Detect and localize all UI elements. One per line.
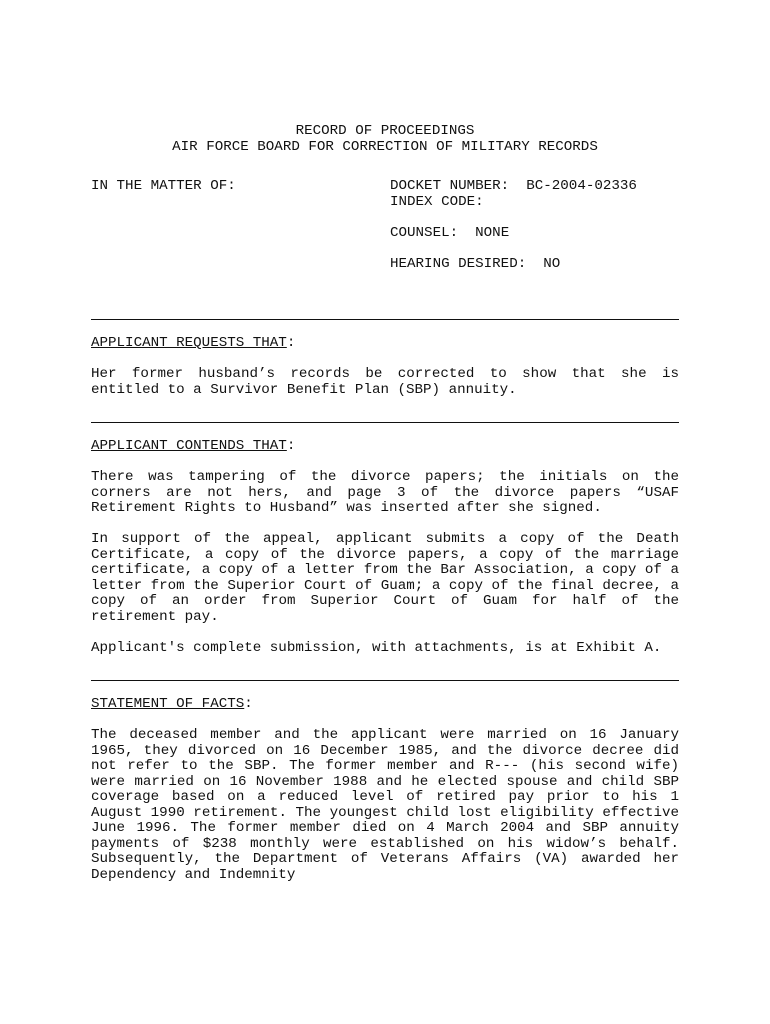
docket-number: BC-2004-02336 — [526, 178, 637, 194]
document-page — [91, 124, 679, 883]
docket-row — [390, 179, 637, 195]
contends-paragraph-3: Applicant's complete submission, with attachments, is at Exhibit A. — [91, 639, 662, 656]
facts-heading: STATEMENT OF FACTS: — [91, 696, 253, 712]
counsel-row — [390, 226, 509, 242]
hearing-value: NO — [543, 255, 561, 272]
header-subtitle: AIR FORCE BOARD FOR CORRECTION OF MILITARY RECORDS — [172, 138, 598, 155]
docket-label: DOCKET NUMBER: — [390, 178, 510, 194]
matter-block — [91, 179, 679, 287]
hearing-row — [390, 257, 560, 273]
hearing-label: HEARING DESIRED: — [390, 255, 527, 272]
counsel-value: NONE — [475, 224, 510, 241]
facts-paragraph-1: The deceased member and the applicant were married on 16 January 1965, they divorced on 16 December 1985, and the divorce decree did not refer to the SBP. The former member and R--- (his second wife) were married on 16 November 1988 and he elected spouse and child SBP coverage based on a reduced level of retired pay prior to his 1 August 1990 retirement. The youngest child lost eligibility effective June 1996. The former member died on 4 March 2004 and SBP annuity payments of $238 monthly were established on his widow’s behalf. Subsequently, the Department of Veterans Affairs (VA) awarded her Dependency and Indemnity — [91, 727, 679, 883]
index-code-label: INDEX CODE: — [390, 193, 484, 210]
requests-text: Her former husband’s records be corrected to show that she is entitled to a Survivor Benefit Plan (SBP) annuity. — [91, 366, 679, 398]
contends-paragraph-2: In support of the appeal, applicant submits a copy of the Death Certificate, a copy of the divorce papers, a copy of the marriage certificate, a copy of a letter from the Bar Association, a copy of a letter from the Superior Court of Guam; a copy of the final decree, a copy of an order from Superior Court of Guam for half of the retirement pay. — [91, 531, 679, 625]
document-header — [91, 124, 679, 155]
contends-paragraph-1: There was tampering of the divorce papers; the initials on the corners are not hers, and page 3 of the divorce papers “USAF Retirement Rights to Husband” was inserted after she signed. — [91, 469, 679, 516]
header-title: RECORD OF PROCEEDINGS — [295, 123, 475, 139]
counsel-label: COUNSEL: — [390, 224, 459, 241]
matter-label: IN THE MATTER OF: — [91, 178, 236, 194]
requests-heading: APPLICANT REQUESTS THAT: — [91, 335, 296, 351]
contends-heading: APPLICANT CONTENDS THAT: — [91, 438, 296, 454]
